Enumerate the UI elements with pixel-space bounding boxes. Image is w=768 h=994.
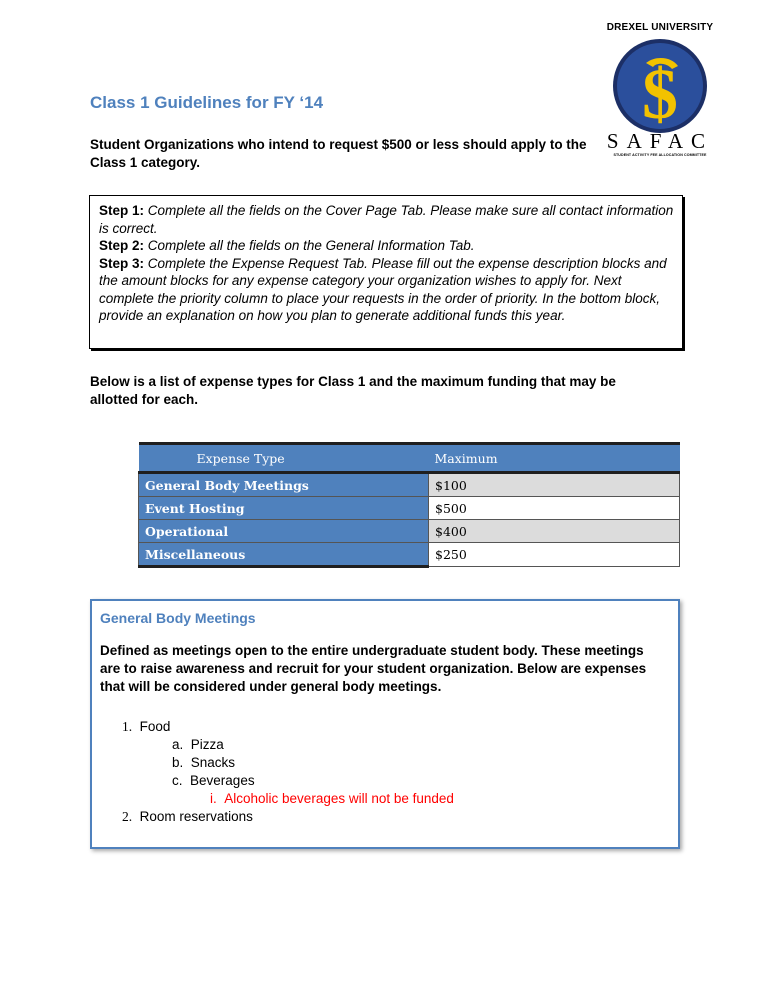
table-header-row xyxy=(139,444,680,473)
page-title: Class 1 Guidelines for FY ‘14 xyxy=(90,93,324,112)
list-number: b. xyxy=(172,755,184,770)
header-expense-type: Expense Type xyxy=(139,444,429,473)
list-number: 1. xyxy=(122,719,133,734)
expense-table xyxy=(138,442,680,568)
step-text: Complete the Expense Request Tab. Please fill out the expense description blocks and the amount blocks for any expense category your organization wishes to apply for. Next complete the priority column to place your requests in the order of priority. In the bottom block, provide an explanation on how you plan to generate additional funds this year. xyxy=(99,255,667,323)
list-item xyxy=(172,772,255,790)
step-2 xyxy=(99,237,674,255)
intro-text: Student Organizations who intend to request $500 or less should apply to the Class 1 category. xyxy=(90,137,587,170)
list-item xyxy=(122,808,253,826)
safac-logo xyxy=(600,22,720,162)
step-1 xyxy=(99,202,674,237)
expense-type-cell: Event Hosting xyxy=(139,497,429,520)
list-number: 2. xyxy=(122,809,133,824)
expense-list-intro: Below is a list of expense types for Class 1 and the maximum funding that may be allotted for each. xyxy=(90,374,616,407)
table-row xyxy=(139,473,680,497)
list-number: i. xyxy=(210,791,217,806)
step-text: Complete all the fields on the General Information Tab. xyxy=(147,238,475,253)
list-item-warning xyxy=(210,790,454,808)
maximum-cell: $100 xyxy=(429,473,680,497)
list-number: c. xyxy=(172,773,183,788)
logo-safac: SAFAC xyxy=(606,129,714,153)
list-item xyxy=(172,736,224,754)
maximum-cell: $400 xyxy=(429,520,680,543)
table-row xyxy=(139,520,680,543)
expense-type-cell: Operational xyxy=(139,520,429,543)
logo-university-name: DREXEL UNIVERSITY xyxy=(606,22,714,33)
list-item-text: Pizza xyxy=(190,737,224,752)
list-item-text: Snacks xyxy=(190,755,236,770)
section-title: General Body Meetings xyxy=(100,610,256,626)
dollar-dragon-emblem xyxy=(612,38,708,134)
expense-type-cell: Miscellaneous xyxy=(139,543,429,567)
general-body-meetings-box xyxy=(90,599,680,849)
list-number: a. xyxy=(172,737,184,752)
steps-box xyxy=(89,195,683,349)
list-item-text: Food xyxy=(139,719,171,734)
step-label: Step 2: xyxy=(99,238,145,253)
logo-subtitle: STUDENT ACTIVITY FEE ALLOCATION COMMITTEE xyxy=(613,153,707,157)
list-item xyxy=(122,718,170,736)
section-description: Defined as meetings open to the entire undergraduate student body. These meetings are to raise awareness and recruit for your student organization. Below are expenses that will be considered under general body meetings. xyxy=(100,643,647,694)
table-row xyxy=(139,543,680,567)
list-item-text: Alcoholic beverages will not be funded xyxy=(224,791,454,806)
step-text: Complete all the fields on the Cover Page Tab. Please make sure all contact information is correct. xyxy=(99,203,674,236)
maximum-cell: $500 xyxy=(429,497,680,520)
header-maximum: Maximum xyxy=(429,444,680,473)
list-item-text: Beverages xyxy=(190,773,255,788)
table-row xyxy=(139,497,680,520)
maximum-cell: $250 xyxy=(429,543,680,567)
step-label: Step 3: xyxy=(99,255,145,271)
logo-dollar-symbol: $ xyxy=(642,54,678,134)
step-label: Step 1: xyxy=(99,203,145,218)
list-item-text: Room reservations xyxy=(139,809,253,824)
list-item xyxy=(172,754,235,772)
step-3 xyxy=(99,255,674,325)
expense-type-cell: General Body Meetings xyxy=(139,473,429,497)
